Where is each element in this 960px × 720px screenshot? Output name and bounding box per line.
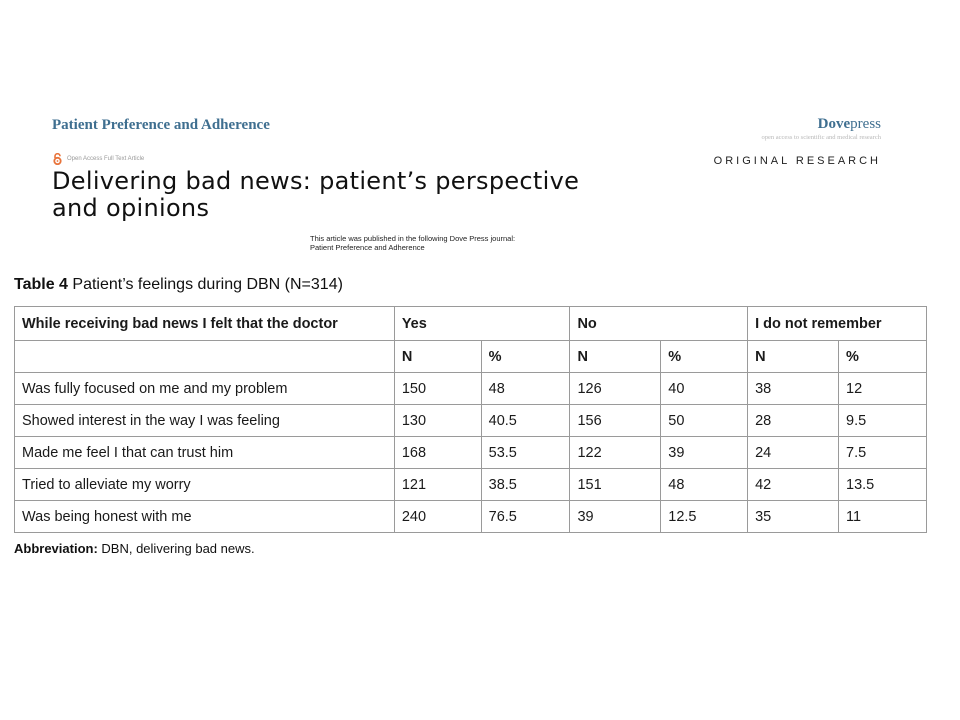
table-cell: 11 [839, 501, 927, 533]
table-cell: 7.5 [839, 437, 927, 469]
row-label-cell: Was being honest with me [15, 501, 395, 533]
journal-name: Patient Preference and Adherence [52, 117, 270, 133]
table-cell: 12 [839, 373, 927, 405]
table-row [15, 469, 927, 501]
table-cell: 40 [661, 373, 748, 405]
publication-note-line1: This article was published in the following Dove Press journal: [310, 234, 516, 243]
row-label-cell: Was fully focused on me and my problem [15, 373, 395, 405]
row-header-cell: While receiving bad news I felt that the doctor [15, 307, 395, 341]
article-title [52, 168, 579, 222]
table-cell: 38 [748, 373, 839, 405]
row-label-cell: Showed interest in the way I was feeling [15, 405, 395, 437]
publisher-block [762, 116, 881, 141]
group-header-do-not-remember: I do not remember [748, 307, 927, 341]
table-cell: 48 [481, 373, 570, 405]
table-cell: 240 [394, 501, 481, 533]
group-header-yes: Yes [394, 307, 570, 341]
table-cell: 35 [748, 501, 839, 533]
subheader-cell: % [481, 341, 570, 373]
table-cell: 28 [748, 405, 839, 437]
table-cell: 156 [570, 405, 661, 437]
publisher-logo-bold: Dove [817, 116, 851, 132]
table-cell: 151 [570, 469, 661, 501]
table-row [15, 373, 927, 405]
abbreviation-label: Abbreviation: [14, 541, 98, 556]
table-cell: 13.5 [839, 469, 927, 501]
table-cell: 24 [748, 437, 839, 469]
open-access-badge [52, 153, 144, 165]
results-table [14, 306, 927, 533]
table-cell: 39 [661, 437, 748, 469]
table-cell: 121 [394, 469, 481, 501]
table-cell: 9.5 [839, 405, 927, 437]
subheader-cell: N [394, 341, 481, 373]
table-row [15, 437, 927, 469]
table-cell: 38.5 [481, 469, 570, 501]
table-caption-label: Table 4 [14, 276, 68, 293]
table-cell: 76.5 [481, 501, 570, 533]
subheader-cell: % [839, 341, 927, 373]
open-access-lock-icon [52, 153, 63, 165]
article-type: ORIGINAL RESEARCH [713, 155, 881, 167]
table-cell: 48 [661, 469, 748, 501]
open-access-label: Open Access Full Text Article [67, 156, 145, 162]
publication-note [310, 234, 515, 252]
subheader-cell: N [748, 341, 839, 373]
abbreviation-note [14, 541, 255, 556]
table-cell: 130 [394, 405, 481, 437]
article-title-line2: and opinions [52, 194, 210, 222]
empty-subheader-cell [15, 341, 395, 373]
table-caption [14, 276, 343, 294]
table-subheader-row [15, 341, 927, 373]
abbreviation-text: DBN, delivering bad news. [97, 541, 255, 556]
table-cell: 53.5 [481, 437, 570, 469]
table-cell: 122 [570, 437, 661, 469]
publisher-logo[interactable] [762, 116, 881, 133]
group-header-no: No [570, 307, 748, 341]
article-title-line1: Delivering bad news: patient’s perspective [52, 167, 580, 195]
table-row [15, 405, 927, 437]
publisher-tagline: open access to scientific and medical research [761, 134, 881, 141]
publisher-logo-regular: press [850, 116, 881, 132]
table-row [15, 501, 927, 533]
table-header-row [15, 307, 927, 341]
row-label-cell: Made me feel I that can trust him [15, 437, 395, 469]
subheader-cell: N [570, 341, 661, 373]
table-cell: 150 [394, 373, 481, 405]
table-cell: 168 [394, 437, 481, 469]
table-cell: 50 [661, 405, 748, 437]
table-cell: 126 [570, 373, 661, 405]
table-cell: 12.5 [661, 501, 748, 533]
table-cell: 39 [570, 501, 661, 533]
table-caption-text: Patient’s feelings during DBN (N=314) [67, 276, 343, 293]
table-cell: 42 [748, 469, 839, 501]
subheader-cell: % [661, 341, 748, 373]
publication-note-line2: Patient Preference and Adherence [310, 243, 425, 252]
table-cell: 40.5 [481, 405, 570, 437]
row-label-cell: Tried to alleviate my worry [15, 469, 395, 501]
